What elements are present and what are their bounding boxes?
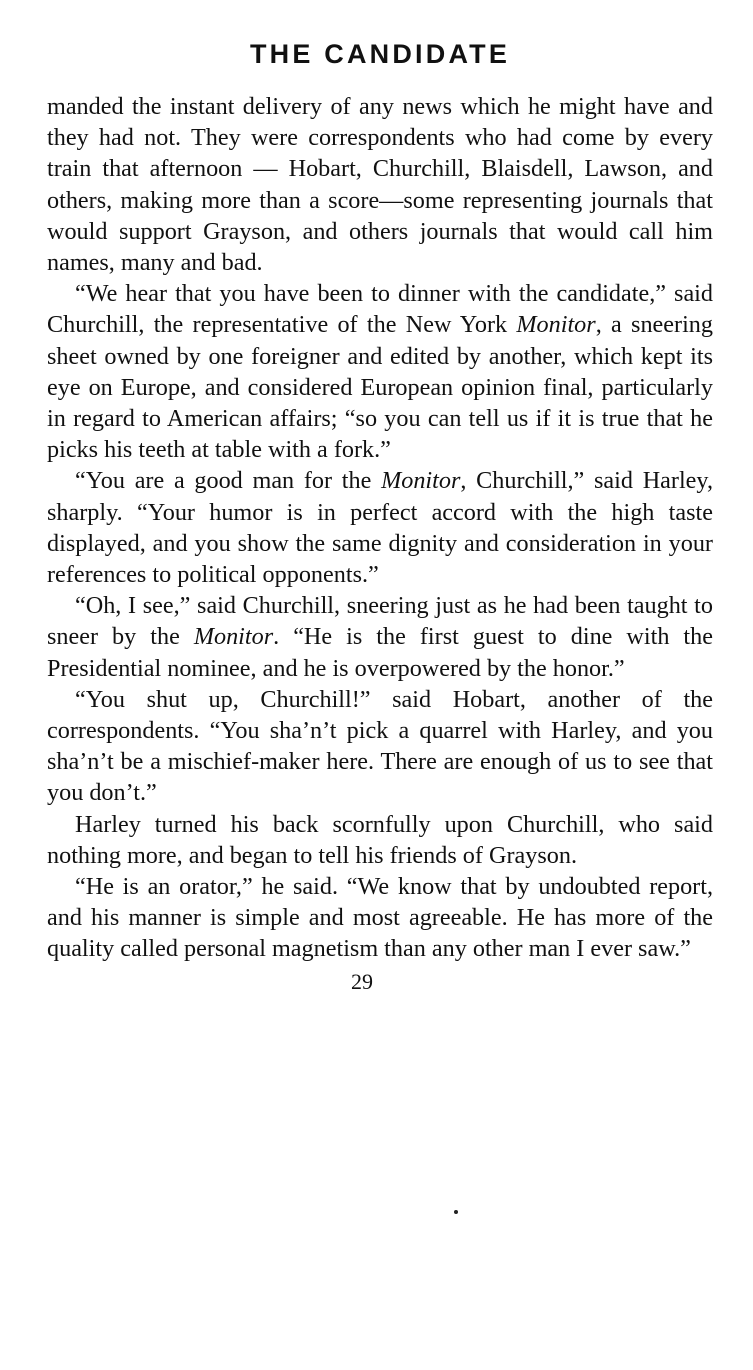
print-speck — [454, 1210, 458, 1214]
paragraph — [47, 871, 713, 965]
paragraph — [47, 809, 713, 871]
page-number: 29 — [351, 968, 373, 994]
text-segment: “Oh, I see,” said Churchill, sneering just as he had been taught to sneer by the — [47, 592, 713, 651]
text-segment: , a sneering sheet owned by one foreigner and edited by another, which kept its eye on Europe, and considered European opinion final, particularly in regard to American affairs; “so you can tell us if it is true that he picks his teeth at table with a fork.” — [47, 311, 713, 464]
paragraph — [47, 278, 713, 465]
italic-title: Monitor — [516, 311, 596, 339]
text-segment: Harley turned his back scornfully upon Churchill, who said nothing more, and began to tell his friends of Grayson. — [47, 810, 713, 869]
text-segment: . “He is the first guest to dine with the Presidential nominee, and he is overpowered by the honor.” — [47, 623, 713, 682]
paragraph — [47, 590, 713, 684]
text-segment: “You are a good man for the — [75, 467, 382, 495]
paragraph — [47, 91, 713, 278]
italic-title: Monitor — [381, 467, 461, 495]
body-text — [47, 91, 713, 965]
text-segment: , Churchill,” said Harley, sharply. “Your humor is in perfect accord with the high taste displayed, and you show the same dignity and consideration in your references to political opponents.” — [47, 467, 713, 589]
paragraph — [47, 684, 713, 809]
text-segment: “He is an orator,” he said. “We know that by undoubted report, and his manner is simple and most agreeable. He has more of the quality called personal magnetism than any other man I ever saw.” — [47, 873, 713, 963]
italic-title: Monitor — [193, 623, 274, 651]
text-segment: “You shut up, Churchill!” said Hobart, another of the correspondents. “You sha’n’t pick a quarrel with Harley, and you sha’n’t be a mischief-maker here. There are enough of us to see that you don’t.” — [47, 685, 713, 807]
paragraph — [47, 465, 713, 590]
text-segment: “We hear that you have been to dinner with the candidate,” said Churchill, the representative of the New York — [47, 280, 713, 339]
text-segment: manded the instant delivery of any news which he might have and they had not. They were correspondents who had come by every train that afternoon — Hobart, Churchill, Blaisdell, Lawson, and others, making more than a score—some representing journals that would support Grayson, and others journals that would call him names, many and bad. — [47, 93, 713, 277]
book-page — [47, 34, 713, 997]
running-title: THE CANDIDATE — [249, 39, 511, 69]
